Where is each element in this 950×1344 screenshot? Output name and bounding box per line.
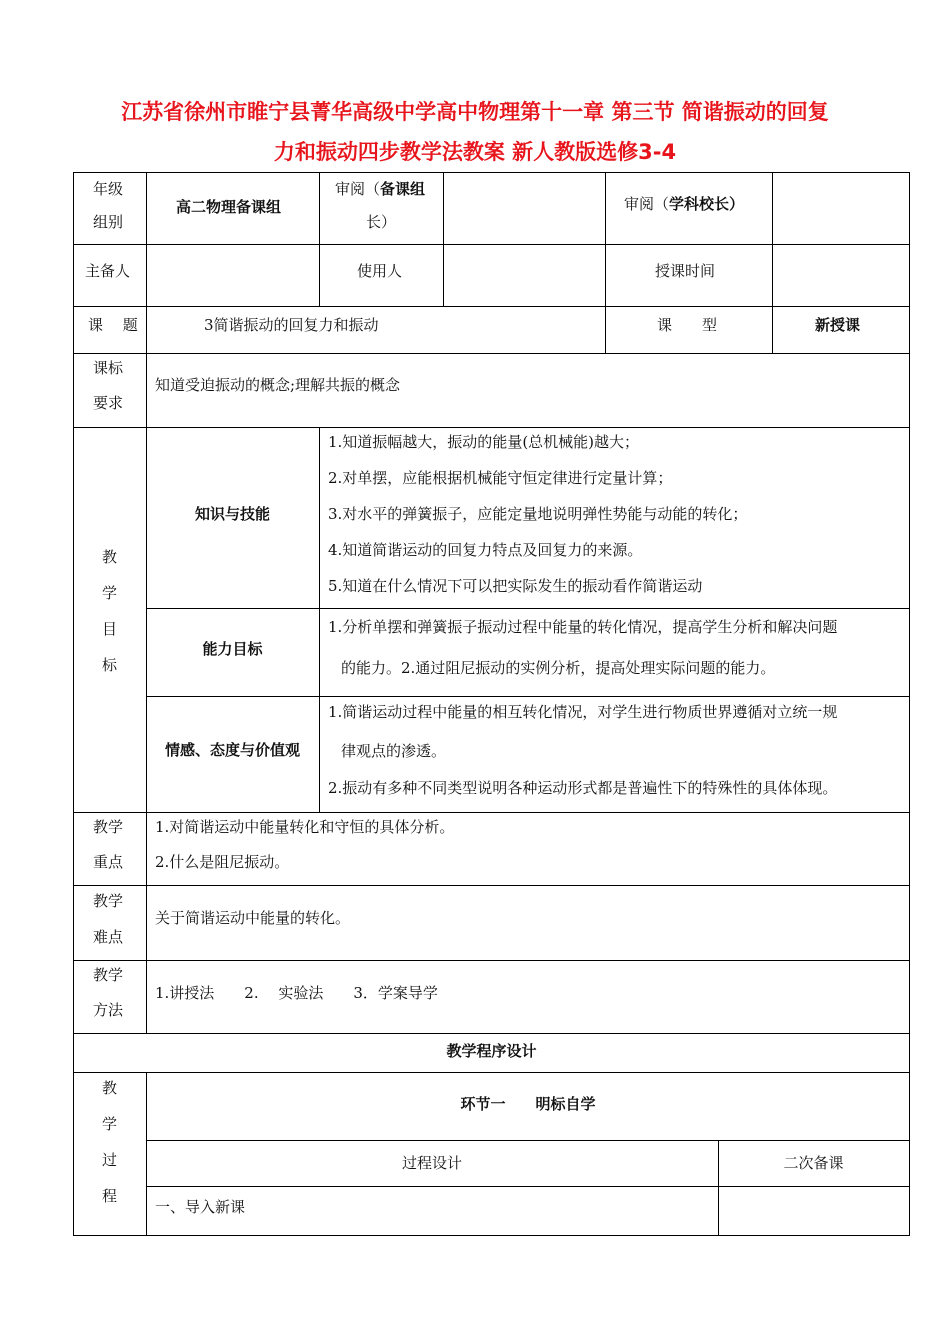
col-second-header: 二次备课 bbox=[783, 1154, 844, 1172]
method-value: 1.讲授法 2. 实验法 3．学案导学 bbox=[155, 984, 438, 1002]
difficulty-value: 关于简谐运动中能量的转化。 bbox=[155, 909, 351, 927]
teaching-time-label: 授课时间 bbox=[655, 262, 716, 280]
standard-label-2: 要求 bbox=[93, 394, 124, 412]
ability-line-2: 的能力。2.通过阻尼振动的实例分析，提高处理实际问题的能力。 bbox=[341, 659, 776, 677]
knowledge-item-3: 3.对水平的弹簧振子，应能定量地说明弹性势能与动能的转化； bbox=[328, 505, 748, 523]
key-point-1: 1.对简谐运动中能量转化和守恒的具体分析。 bbox=[155, 818, 455, 836]
process-label: 教 学 过 程 bbox=[101, 1079, 117, 1205]
topic-value: 3简谐振动的回复力和振动 bbox=[204, 316, 379, 334]
standard-label-1: 课标 bbox=[93, 359, 124, 377]
emotion-line-1: 1.简谐运动过程中能量的相互转化情况，对学生进行物质世界遵循对立统一规 bbox=[328, 703, 838, 721]
procedure-heading: 教学程序设计 bbox=[446, 1042, 537, 1060]
emotion-line-3: 2.振动有多种不同类型说明各种运动形式都是普遍性下的特殊性的具体体现。 bbox=[328, 779, 838, 797]
knowledge-item-4: 4.知道简谐运动的回复力特点及回复力的来源。 bbox=[328, 541, 643, 559]
knowledge-item-5: 5.知道在什么情况下可以把实际发生的振动看作简谐运动 bbox=[328, 577, 703, 595]
ability-line-1: 1.分析单摆和弹簧振子振动过程中能量的转化情况，提高学生分析和解决问题 bbox=[328, 618, 838, 636]
method-label-1: 教学 bbox=[93, 966, 124, 984]
preparer-label: 主备人 bbox=[85, 262, 131, 280]
objectives-label: 教 学 目 标 bbox=[101, 548, 117, 674]
section-title: 环节一 明标自学 bbox=[460, 1095, 596, 1113]
emotion-line-2: 律观点的渗透。 bbox=[341, 742, 447, 760]
user-label: 使用人 bbox=[357, 262, 403, 280]
method-label-2: 方法 bbox=[93, 1001, 124, 1019]
knowledge-item-2: 2.对单摆，应能根据机械能守恒定律进行定量计算； bbox=[328, 469, 673, 487]
review-principal-label: 审阅（学科校长） bbox=[624, 195, 745, 213]
grade-value: 高二物理备课组 bbox=[176, 198, 282, 216]
difficulty-label-2: 难点 bbox=[93, 928, 124, 946]
topic-label: 课 题 bbox=[88, 316, 138, 334]
first-item: 一、导入新课 bbox=[155, 1198, 246, 1216]
review-leader-label: 审阅（备课组 bbox=[335, 180, 426, 198]
knowledge-item-1: 1.知道振幅越大，振动的能量(总机械能)越大； bbox=[328, 433, 640, 451]
ability-label: 能力目标 bbox=[202, 640, 263, 658]
lesson-type-value: 新授课 bbox=[815, 316, 861, 334]
document-title-line1: 江苏省徐州市睢宁县菁华高级中学高中物理第十一章 第三节 简谐振动的回复 bbox=[121, 100, 829, 124]
key-point-2: 2.什么是阻尼振动。 bbox=[155, 853, 290, 871]
key-points-label-1: 教学 bbox=[93, 818, 124, 836]
key-points-label-2: 重点 bbox=[93, 853, 124, 871]
knowledge-label: 知识与技能 bbox=[194, 505, 270, 523]
review-leader-label-2: 长） bbox=[366, 213, 397, 231]
standard-value: 知道受迫振动的概念;理解共振的概念 bbox=[155, 376, 401, 394]
col-design-header: 过程设计 bbox=[401, 1154, 462, 1172]
lesson-type-label: 课 型 bbox=[657, 316, 718, 334]
grade-label-1: 年级 bbox=[93, 180, 124, 198]
difficulty-label-1: 教学 bbox=[93, 892, 124, 910]
document-title-line2: 力和振动四步教学法教案 新人教版选修3-4 bbox=[273, 140, 677, 164]
grade-label-2: 组别 bbox=[93, 213, 124, 231]
emotion-label: 情感、态度与价值观 bbox=[164, 741, 300, 759]
